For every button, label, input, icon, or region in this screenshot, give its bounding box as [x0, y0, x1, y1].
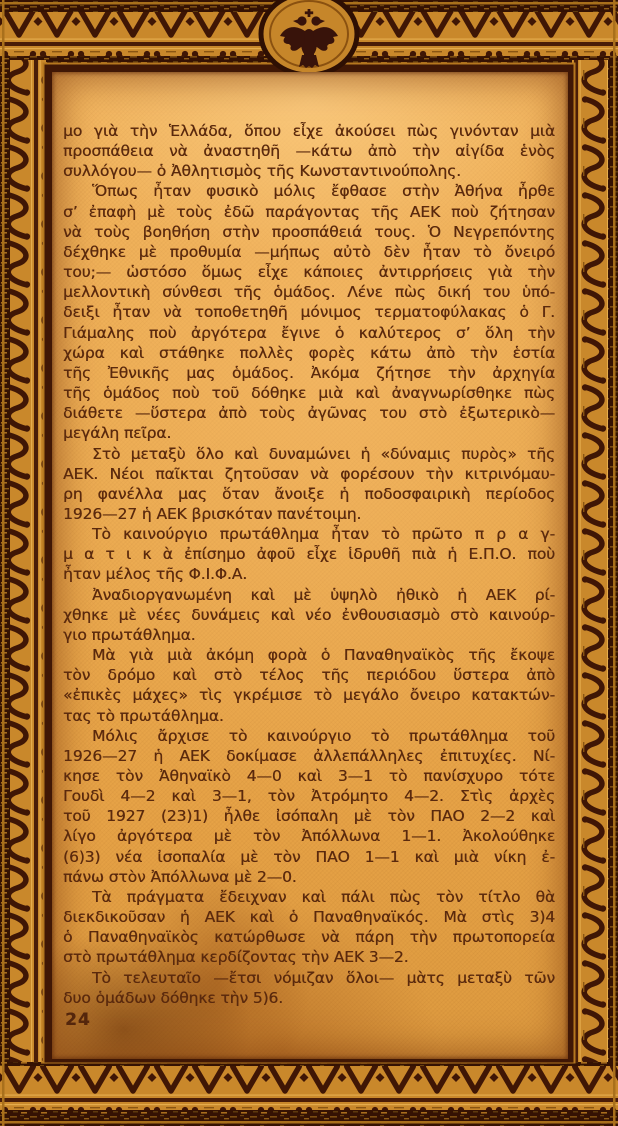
- text-line: Τὸ τελευταῖο —ἔτσι νόμιζαν ὅλοι— μὰτς μεταξὺ τῶν: [92, 968, 555, 987]
- text-line: δυο ὁμάδων δόθηκε τὴν 5)6.: [63, 988, 284, 1007]
- text-line: στὸ πρωτάθλημα κερδίζοντας τὴν ΑΕΚ 3—2.: [63, 948, 409, 967]
- text-line: πάνω στὸν Ἀπόλλωνα μὲ 2—0.: [63, 867, 297, 886]
- text-line: προσπάθεια νὰ ἀναστηθῆ —κάτω ἀπὸ τὴν αἰγίδα ἑνὸς: [63, 142, 555, 161]
- text-line: του;— ὡστόσο ὅμως εἶχε κάποιες ἀντιρρήσεις γιὰ τὴν: [63, 263, 555, 282]
- paragraph: [63, 726, 555, 887]
- paragraph: [63, 181, 555, 443]
- double-headed-eagle-emblem: [261, 0, 357, 75]
- text-line: διάθετε —ὕστερα ἀπὸ τοὺς ἀγῶνας του στὸ ἐξωτερικὸ—: [63, 404, 555, 423]
- text-line: σ’ ἐπαφὴ μὲ τοὺς ἐδῶ παράγοντας τῆς ΑΕΚ ποὺ ζήτησαν: [63, 202, 555, 221]
- text-line: 1926—27 ἡ ΑΕΚ δοκίμασε ἀλλεπάλληλες ἐπιτυχίες. Νί-: [63, 746, 555, 765]
- text-line: Ἀναδιοργανωμένη καὶ μὲ ὑψηλὸ ἠθικὸ ἡ ΑΕΚ ρί-: [92, 585, 555, 604]
- text-line: συλλόγου— ὁ Ἀθλητισμὸς τῆς Κωνσταντινούπολης.: [63, 162, 461, 181]
- text-line: χθηκε μὲ νέες δυνάμεις καὶ νέο ἐνθουσιασμὸ στὸ καινούρ-: [63, 605, 555, 624]
- paragraph: [63, 524, 555, 584]
- text-line: Ὅπως ἦταν φυσικὸ μόλις ἔφθασε στὴν Ἀθήνα ἦρθε: [92, 182, 555, 201]
- text-line: Γουδὶ 4—2 καὶ 3—1, τὸν Ἀτρόμητο 4—2. Στὶς ἀρχὲς: [63, 787, 555, 806]
- text-line: γιο πρωτάθλημα.: [63, 625, 196, 644]
- text-line: μο γιὰ τὴν Ἑλλάδα, ὅπου εἶχε ἀκούσει πὼς γινόνταν μιὰ: [63, 122, 555, 140]
- text-line: ρη φανέλλα μας ὅταν ἄνοιξε ἡ ποδοσφαιρικὴ περίοδος: [63, 484, 555, 503]
- text-line: Μόλις ἄρχισε τὸ καινούργιο τὸ πρωτάθλημα τοῦ: [92, 726, 555, 745]
- page-text: [63, 121, 555, 1008]
- text-line: τὸν δρόμο καὶ στὸ τέλος τῆς περιόδου ὕστερα ἀπὸ: [63, 666, 555, 685]
- text-line: μ α τ ι κ ὰ ἐπίσημο ἀφοῦ εἶχε ἱδρυθῆ πιὰ ἡ Ε.Π.Ο. ποὺ: [63, 545, 555, 564]
- text-line: 1926—27 ἡ ΑΕΚ βρισκόταν πανέτοιμη.: [63, 504, 362, 523]
- text-line: «ἐπικὲς μάχες» τὶς γκρέμισε τὸ μεγάλο ὄνειρο κατακτών-: [63, 686, 555, 705]
- text-line: τοῦ 1927 (23)1) ἦλθε ἰσόπαλη μὲ τὸν ΠΑΟ 2—2 καὶ: [63, 807, 555, 826]
- text-line: Γιάμαλης ποὺ ἀργότερα ἔγινε ὁ καλύτερος σ’ ὅλη τὴν: [63, 323, 555, 342]
- text-line: τας τὸ πρωτάθλημα.: [63, 706, 224, 725]
- text-line: λίγο ἀργότερα μὲ τὸν Ἀπόλλωνα 1—1. Ἀκολούθηκε: [63, 827, 555, 846]
- text-line: κησε τὸν Ἀθηναϊκὸ 4—0 καὶ 3—1 τὸ πανίσχυρο τότε: [63, 767, 555, 785]
- text-line: μεγάλη πεῖρα.: [63, 424, 172, 443]
- text-line: Τὰ πράγματα ἔδειχναν καὶ πάλι πὼς τὸν τίτλο θὰ: [92, 887, 555, 906]
- paragraph: [63, 645, 555, 726]
- text-line: Στὸ μεταξὺ ὅλο καὶ δυναμώνει ἡ «δύναμις πυρὸς» τῆς: [92, 444, 555, 463]
- paragraph: [63, 444, 555, 525]
- text-line: δειξι ἦταν νὰ τοποθετηθῆ μόνιμος τερματοφύλακας ὁ Γ.: [63, 303, 555, 322]
- text-line: Τὸ καινούργιο πρωτάθλημα ἦταν τὸ πρῶτο π ρ α γ-: [92, 525, 555, 544]
- paragraph: [63, 968, 555, 1008]
- text-line: χώρα καὶ στάθηκε πολλὲς φορὲς κάτω ἀπὸ τὴν ἑστία: [63, 343, 555, 362]
- text-line: τῆς Ἐθνικῆς μας ὁμάδος. Ἀκόμα ζήτησε τὴν ἀρχηγία: [63, 363, 555, 382]
- paragraph: [63, 121, 555, 181]
- book-page-paper: [52, 72, 568, 1059]
- text-line: δέχθηκε μὲ προθυμία —μήπως αὐτὸ δὲν ἦταν τὸ ὄνειρό: [63, 242, 555, 261]
- text-line: (6)3) νέα ἰσοπαλία μὲ τὸν ΠΑΟ 1—1 καὶ μιὰ νίκη ἐ-: [63, 847, 555, 866]
- text-line: διεκδικοῦσαν ἡ ΑΕΚ καὶ ὁ Παναθηναϊκός. Μὰ στὶς 3)4: [63, 908, 555, 927]
- text-line: νὰ τοὺς βοηθήση στὴν προσπάθειά τους. Ὁ Νεγρεπόντης: [63, 222, 555, 241]
- paragraph: [63, 585, 555, 645]
- text-line: μελλοντικὴ σύνθεσι τῆς ὁμάδος. Λένε πὼς δική του ὑπό-: [63, 283, 555, 302]
- text-line: ἦταν μέλος τῆς Φ.Ι.Φ.Α.: [63, 565, 248, 584]
- paragraph: [63, 887, 555, 968]
- text-line: ΑΕΚ. Νέοι παῖκται ζητοῦσαν νὰ φορέσουν τὴν κιτρινόμαυ-: [63, 464, 555, 483]
- text-line: τῆς ὁμάδος ποὺ τοῦ δόθηκε μιὰ καὶ ἀναγνωρίσθηκε πὼς: [63, 384, 555, 403]
- text-line: ὁ Παναθηναϊκὸς κατώρθωσε νὰ πάρη τὴν πρωτοπορεία: [63, 928, 555, 947]
- page-number: 24: [65, 1010, 91, 1030]
- text-line: Μὰ γιὰ μιὰ ἀκόμη φορὰ ὁ Παναθηναϊκὸς τῆς ἔκοψε: [92, 646, 555, 665]
